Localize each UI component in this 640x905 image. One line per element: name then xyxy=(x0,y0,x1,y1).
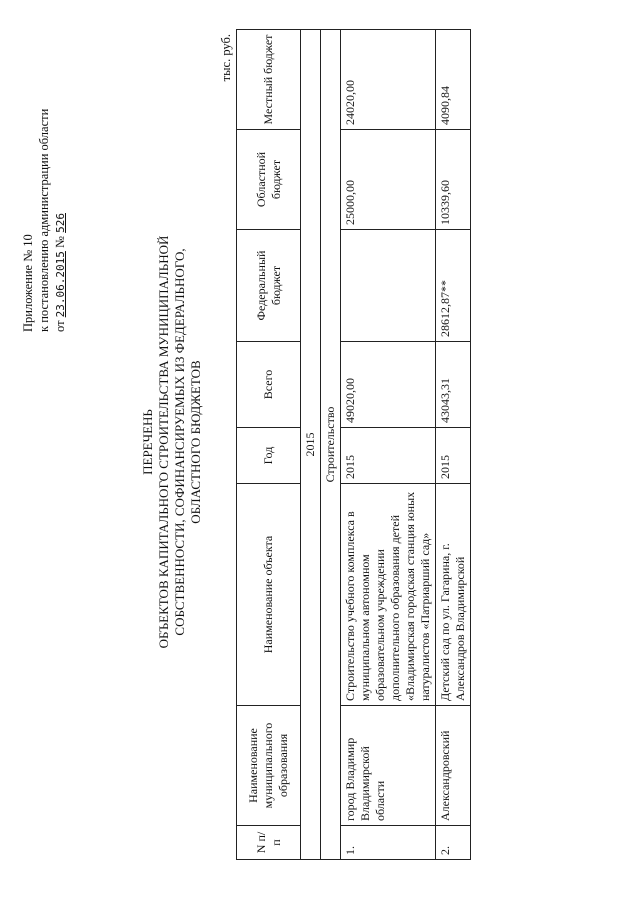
row-regional: 25000,00 xyxy=(341,130,436,230)
header-municipality: Наименование муниципального образования xyxy=(237,706,301,826)
header-total: Всего xyxy=(237,342,301,428)
objects-table xyxy=(236,29,471,860)
row-object: Строительство учебного комплекса в муниципальном автономном образовательном учреждении дополнительного образования детей «Владимирская городская станция юных натуралистов «Патриарший сад» xyxy=(341,484,436,706)
row-local: 4090,84 xyxy=(436,30,471,130)
title-line-2: ОБЪЕКТОВ КАПИТАЛЬНОГО СТРОИТЕЛЬСТВА МУНИЦИПАЛЬНОЙ xyxy=(156,235,171,649)
table-row xyxy=(341,30,436,860)
year-cell: 2015 xyxy=(301,30,321,860)
title-line-3: СОБСТВЕННОСТИ, СОФИНАНСИРУЕМЫХ ИЗ ФЕДЕРАЛЬНОГО, xyxy=(172,248,187,636)
row-year: 2015 xyxy=(341,428,436,484)
header-local: Местный бюджет xyxy=(237,30,301,130)
table-row xyxy=(436,30,471,860)
row-federal: 28612,87** xyxy=(436,230,471,342)
title-line-1: ПЕРЕЧЕНЬ xyxy=(140,409,155,475)
row-year: 2015 xyxy=(436,428,471,484)
row-regional: 10339,60 xyxy=(436,130,471,230)
appendix-number: Приложение № 10 xyxy=(21,234,35,332)
units-label: тыс. руб. xyxy=(219,34,233,82)
appendix-resolution-number: 526 xyxy=(54,213,67,233)
header-federal: Федеральный бюджет xyxy=(237,230,301,342)
appendix-resolution: к постановлению администрации области xyxy=(37,108,51,332)
row-total: 49020,00 xyxy=(341,342,436,428)
row-object: Детский сад по ул. Гагарина, г. Александров Владимирской xyxy=(436,484,471,706)
header-object: Наименование объекта xyxy=(237,484,301,706)
row-num: 1. xyxy=(341,826,436,860)
document-page xyxy=(20,22,620,882)
appendix-date: 23.06.2015 xyxy=(54,251,67,318)
appendix-number-label: № xyxy=(53,236,67,248)
appendix-from-label: от xyxy=(53,320,67,332)
header-num: N п/п xyxy=(237,826,301,860)
row-municipality: город Владимир Владимирской области xyxy=(341,706,436,826)
title-line-4: ОБЛАСТНОГО БЮДЖЕТОВ xyxy=(188,360,203,524)
row-num: 2. xyxy=(436,826,471,860)
header-regional: Областной бюджет xyxy=(237,130,301,230)
section-row xyxy=(321,30,341,860)
row-total: 43043,31 xyxy=(436,342,471,428)
appendix-block xyxy=(20,32,69,332)
row-local: 24020,00 xyxy=(341,30,436,130)
appendix-date-line xyxy=(52,32,69,332)
row-federal xyxy=(341,230,436,342)
header-year: Год xyxy=(237,428,301,484)
table-header-row xyxy=(237,30,301,860)
section-cell: Строительство xyxy=(321,30,341,860)
row-municipality: Александровский xyxy=(436,706,471,826)
year-row xyxy=(301,30,321,860)
document-title xyxy=(140,162,204,722)
